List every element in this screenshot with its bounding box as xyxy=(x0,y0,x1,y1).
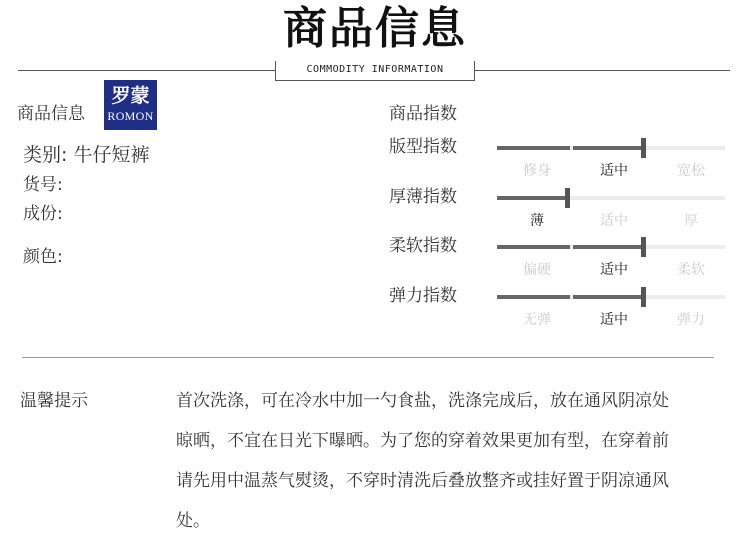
indices-heading: 商品指数 xyxy=(389,104,457,124)
index-option: 适中 xyxy=(600,312,628,328)
brand-logo-cn: 罗蒙 xyxy=(111,85,150,107)
index-option: 薄 xyxy=(530,213,544,229)
index-title: 厚薄指数 xyxy=(389,187,457,207)
index-option: 修身 xyxy=(523,163,551,179)
tips-label: 温馨提示 xyxy=(20,391,88,411)
page-title: 商品信息 xyxy=(283,3,467,54)
index-title: 柔软指数 xyxy=(389,236,457,256)
header-rule-left xyxy=(18,70,275,71)
index-option: 柔软 xyxy=(677,262,705,278)
index-marker xyxy=(641,237,646,257)
section-divider xyxy=(22,357,714,358)
index-marker xyxy=(565,188,570,208)
brand-logo-en: ROMON xyxy=(107,109,154,123)
index-fill-segment xyxy=(497,146,570,150)
index-fill-segment xyxy=(573,245,646,249)
index-option: 宽松 xyxy=(677,163,705,179)
index-option: 适中 xyxy=(600,213,628,229)
category-field: 类别: 牛仔短裤 xyxy=(23,144,150,166)
index-option: 适中 xyxy=(600,262,628,278)
info-heading: 商品信息 xyxy=(17,104,85,124)
index-fill-segment xyxy=(497,196,570,200)
color-field: 颜色: xyxy=(23,247,63,267)
index-option: 偏硬 xyxy=(523,262,551,278)
page-subtitle: COMMODITY INFORMATION xyxy=(275,61,475,81)
item-number-field: 货号: xyxy=(23,175,63,195)
index-fill-segment xyxy=(497,245,570,249)
header-rule-right xyxy=(475,70,730,71)
index-fill-segment xyxy=(497,295,570,299)
tips-text: 首次洗涤，可在冷水中加一勺食盐，洗涤完成后，放在通风阴凉处晾晒，不宜在日光下曝晒。为了您的穿着效果更加有型，在穿着前请先用中温蒸气熨烫，不穿时清洗后叠放整齐或挂好置于阴凉通风处。 xyxy=(176,391,669,531)
index-fill-segment xyxy=(573,295,646,299)
index-title: 版型指数 xyxy=(389,137,457,157)
index-option: 无弹 xyxy=(523,312,551,328)
index-option: 适中 xyxy=(600,163,628,179)
index-marker xyxy=(641,287,646,307)
index-fill-segment xyxy=(573,146,646,150)
index-marker xyxy=(641,138,646,158)
index-title: 弹力指数 xyxy=(389,286,457,306)
composition-field: 成份: xyxy=(23,204,63,224)
brand-logo xyxy=(104,80,157,130)
index-option: 弹力 xyxy=(677,312,705,328)
index-option: 厚 xyxy=(684,213,698,229)
